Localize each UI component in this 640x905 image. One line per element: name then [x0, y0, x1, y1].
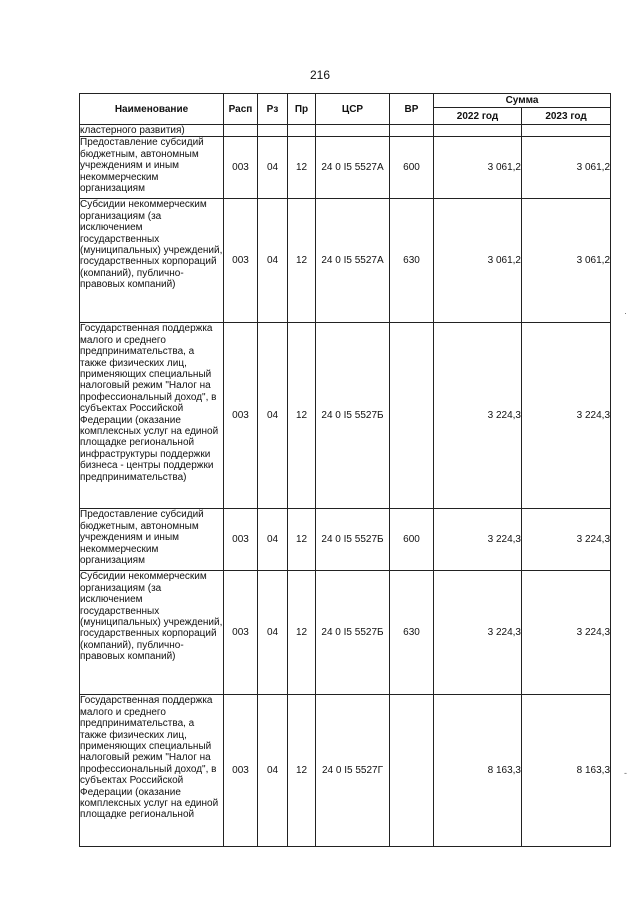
cell-sum-2022: 3 061,2 — [434, 137, 522, 199]
cell-rz — [258, 125, 288, 137]
cell-vr: 600 — [390, 137, 434, 199]
header-name: Наименование — [80, 94, 224, 125]
cell-vr — [390, 125, 434, 137]
cell-csr: 24 0 I5 5527А — [316, 137, 390, 199]
cell-pr: 12 — [288, 137, 316, 199]
scan-mark: · — [624, 308, 627, 318]
cell-rz: 04 — [258, 695, 288, 847]
header-csr: ЦСР — [316, 94, 390, 125]
cell-sum-2022: 8 163,3 — [434, 695, 522, 847]
scan-mark: - — [624, 768, 627, 778]
cell-name: Государственная поддержка малого и среднего предпринимательства, а также физических лиц, применяющих специальный налоговый режим "Налог на профессиональный доход", в субъектах Российской Федерации (оказание комплексных услуг на единой площадке региональной — [80, 695, 224, 847]
cell-rasp: 003 — [224, 137, 258, 199]
header-vr: ВР — [390, 94, 434, 125]
cell-csr: 24 0 I5 5527Б — [316, 323, 390, 509]
cell-pr: 12 — [288, 323, 316, 509]
cell-rasp — [224, 125, 258, 137]
table-row — [80, 571, 611, 695]
cell-rz: 04 — [258, 137, 288, 199]
header-rasp: Расп — [224, 94, 258, 125]
cell-pr: 12 — [288, 695, 316, 847]
table-row — [80, 137, 611, 199]
cell-rasp: 003 — [224, 323, 258, 509]
cell-csr: 24 0 I5 5527Б — [316, 571, 390, 695]
cell-name: Предоставление субсидий бюджетным, автономным учреждениям и иным некоммерческим организациям — [80, 137, 224, 199]
cell-name: Государственная поддержка малого и среднего предпринимательства, а также физических лиц, применяющих специальный налоговый режим "Налог на профессиональный доход", в субъектах Российской Федерации (оказание комплексных услуг на единой площадке региональной инфраструктуры поддержки бизнеса - центры поддержки предпринимательства) — [80, 323, 224, 509]
header-sum: Сумма — [434, 94, 611, 108]
cell-csr: 24 0 I5 5527А — [316, 199, 390, 323]
cell-vr: 630 — [390, 199, 434, 323]
cell-rasp: 003 — [224, 199, 258, 323]
cell-rz: 04 — [258, 571, 288, 695]
cell-sum-2023: 8 163,3 — [522, 695, 611, 847]
cell-csr: 24 0 I5 5527Б — [316, 509, 390, 571]
cell-sum-2023 — [522, 125, 611, 137]
table-row — [80, 509, 611, 571]
cell-sum-2022: 3 224,3 — [434, 509, 522, 571]
cell-pr: 12 — [288, 509, 316, 571]
cell-vr: 600 — [390, 509, 434, 571]
table-row — [80, 199, 611, 323]
cell-csr — [316, 125, 390, 137]
cell-sum-2022: 3 224,3 — [434, 323, 522, 509]
cell-sum-2022: 3 224,3 — [434, 571, 522, 695]
budget-table — [79, 93, 611, 847]
cell-rz: 04 — [258, 199, 288, 323]
cell-pr — [288, 125, 316, 137]
cell-pr: 12 — [288, 571, 316, 695]
cell-vr: 630 — [390, 571, 434, 695]
header-year-2022: 2022 год — [434, 108, 522, 125]
cell-sum-2023: 3 061,2 — [522, 199, 611, 323]
cell-name: кластерного развития) — [80, 125, 224, 137]
cell-rasp: 003 — [224, 509, 258, 571]
cell-rasp: 003 — [224, 695, 258, 847]
page-number: 216 — [309, 68, 331, 82]
cell-name: Предоставление субсидий бюджетным, автономным учреждениям и иным некоммерческим организациям — [80, 509, 224, 571]
cell-vr — [390, 323, 434, 509]
cell-sum-2023: 3 224,3 — [522, 571, 611, 695]
header-year-2023: 2023 год — [522, 108, 611, 125]
cell-sum-2022: 3 061,2 — [434, 199, 522, 323]
cell-sum-2023: 3 061,2 — [522, 137, 611, 199]
table-header — [80, 94, 611, 125]
cell-sum-2023: 3 224,3 — [522, 509, 611, 571]
cell-sum-2022 — [434, 125, 522, 137]
cell-sum-2023: 3 224,3 — [522, 323, 611, 509]
header-pr: Пр — [288, 94, 316, 125]
table-row — [80, 323, 611, 509]
header-rz: Рз — [258, 94, 288, 125]
cell-rz: 04 — [258, 323, 288, 509]
cell-name: Субсидии некоммерческим организациям (за исключением государственных (муниципальных) учреждений, государственных корпораций (компаний), публично-правовых компаний) — [80, 199, 224, 323]
cell-rz: 04 — [258, 509, 288, 571]
cell-rasp: 003 — [224, 571, 258, 695]
table-row — [80, 125, 611, 137]
table-row — [80, 695, 611, 847]
cell-vr — [390, 695, 434, 847]
cell-name: Субсидии некоммерческим организациям (за исключением государственных (муниципальных) учреждений, государственных корпораций (компаний), публично-правовых компаний) — [80, 571, 224, 695]
cell-pr: 12 — [288, 199, 316, 323]
cell-csr: 24 0 I5 5527Г — [316, 695, 390, 847]
